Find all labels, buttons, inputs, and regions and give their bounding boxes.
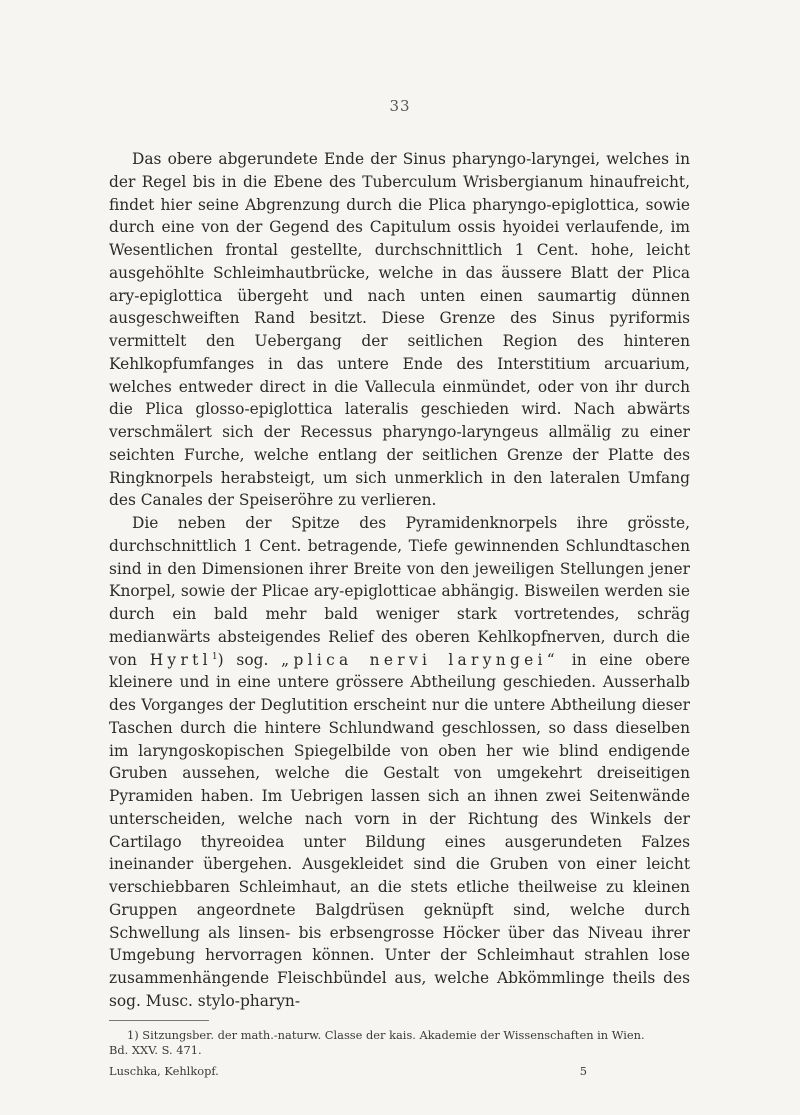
footnote-line-2: Bd. XXV. S. 471. xyxy=(109,1043,202,1057)
page-number: 33 xyxy=(389,97,411,115)
paragraph-2-text-before: Die neben der Spitze des Pyramidenknorpels ihre grösste, durchschnittlich 1 Cent. betragende, Tiefe gewinnenden Schlundtaschen sind in den Dimensionen ihrer Breite von den jeweiligen Stellungen jener Knorpel, sowie der Plicae ary-epiglotticae abhängig. Bisweilen werden sie durch ein bald mehr bald weniger stark vortretendes, schräg medianwärts absteigendes Relief des oberen Kehlkopfnerven, durch die von xyxy=(109,514,690,669)
paragraph-2-text-after: in eine obere kleinere und in eine untere grössere Abtheilung geschieden. Ausserhalb des Vorganges der Deglutition erscheint nur die untere Abtheilung dieser Taschen durch die hintere Schlundwand geschlossen, so dass dieselben im laryngoskopischen Spiegelbilde von oben her wie blind endigende Gruben aussehen, welche die Gestalt von umgekehrt dreiseitigen Pyramiden haben. Im Uebrigen lassen sich an ihnen zwei Seitenwände unterscheiden, welche nach vorn in der Richtung des Winkels der Cartilago thyreoidea unter Bildung eines ausgerundeten Falzes ineinander übergehen. Ausgekleidet sind die Gruben von einer leicht verschiebbaren Schleimhaut, an die stets etliche theilweise zu kleinen Gruppen angeordnete Balgdrüsen geknüpft sind, welche durch Schwellung als linsen- bis erbsengrosse Höcker über das Niveau ihrer Umgebung hervorragen können. Unter der Schleimhaut strahlen lose zusammenhängende Fleischbündel aus, welche Abkömmlinge theils des sog. Musc. stylo-pharyn- xyxy=(109,650,691,1010)
running-foot-author: Luschka, Kehlkopf. xyxy=(109,1064,219,1078)
author-name-hyrtl: Hyrtl xyxy=(149,650,212,669)
footnote-reference: 1 xyxy=(211,651,218,662)
paragraph-2 xyxy=(109,512,690,1013)
body-text xyxy=(109,148,690,1013)
footnote-line-1: 1) Sitzungsber. der math.-naturw. Classe der kais. Akademie der Wissenschaften in Wien. xyxy=(127,1028,645,1042)
signature-mark: 5 xyxy=(579,1064,587,1078)
term-plica-nervi-laryngei: „plica nervi laryngei“ xyxy=(281,650,559,669)
running-foot xyxy=(109,1064,690,1078)
footnote-divider xyxy=(109,1020,209,1021)
paragraph-2-text-mid: ) sog. xyxy=(217,650,282,669)
paragraph-1: Das obere abgerundete Ende der Sinus pharyngo-laryngei, welches in der Regel bis in die Ebene des Tuberculum Wrisbergianum hinaufreicht, findet hier seine Abgrenzung durch die Plica pharyngo-epiglottica, sowie durch eine von der Gegend des Capitulum ossis hyoidei verlaufende, im Wesentlichen frontal gestellte, durchschnittlich 1 Cent. hohe, leicht ausgehöhlte Schleimhautbrücke, welche in das äussere Blatt der Plica ary-epiglottica übergeht und nach unten einen saumartig dünnen ausgeschweiften Rand besitzt. Diese Grenze des Sinus pyriformis vermittelt den Uebergang der seitlichen Region des hinteren Kehlkopfumfanges in das untere Ende des Interstitium arcuarium, welches entweder direct in die Vallecula einmündet, oder von ihr durch die Plica glosso-epiglottica lateralis geschieden wird. Nach abwärts verschmälert sich der Recessus pharyngo-laryngeus allmälig zu einer seichten Furche, welche entlang der seitlichen Grenze der Platte des Ringknorpels herabsteigt, um sich unmerklich in den lateralen Umfang des Canales der Speiseröhre zu verlieren. xyxy=(109,150,690,510)
footnote xyxy=(109,1028,690,1058)
